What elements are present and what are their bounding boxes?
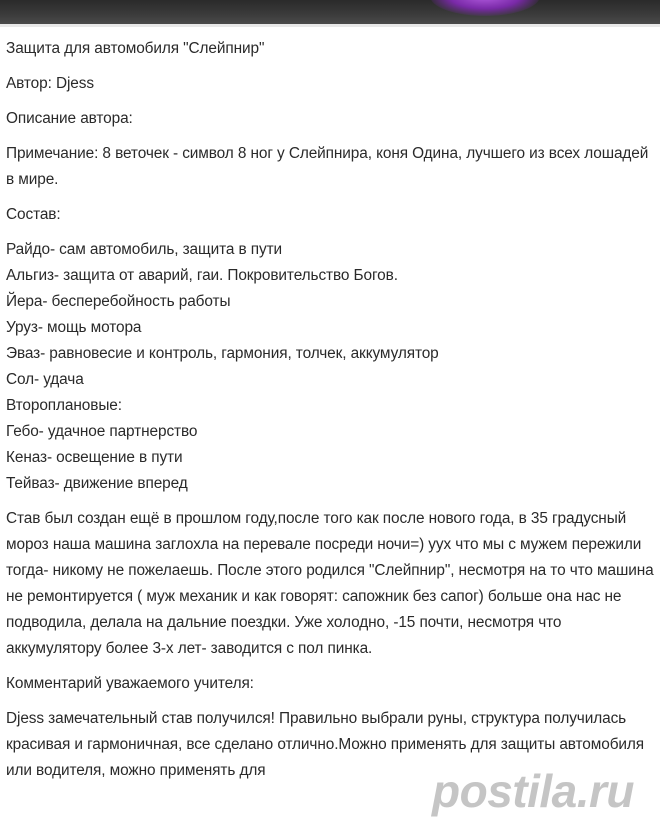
rune-item: Гебо- удачное партнерство	[6, 423, 198, 440]
teacher-comment-label: Комментарий уважаемого учителя:	[6, 675, 254, 692]
secondary-runes-label: Второплановые:	[6, 397, 122, 414]
banner-divider	[0, 24, 660, 27]
rune-item: Эваз- равновесие и контроль, гармония, толчек, аккумулятор	[6, 345, 439, 362]
composition-label: Состав:	[6, 206, 61, 223]
banner-glow	[430, 0, 540, 16]
rune-item: Сол- удача	[6, 371, 84, 388]
document-title: Защита для автомобиля "Слейпнир"	[6, 40, 265, 57]
note-paragraph: Примечание: 8 веточек - символ 8 ног у Слейпнира, коня Одина, лучшего из всех лошадей в мире.	[6, 145, 649, 188]
rune-item: Кеназ- освещение в пути	[6, 449, 183, 466]
document-body	[6, 36, 656, 784]
rune-item: Йера- бесперебойность работы	[6, 293, 231, 310]
rune-item: Райдо- сам автомобиль, защита в пути	[6, 241, 283, 258]
teacher-comment: Djess замечательный став получился! Правильно выбрали руны, структура получилась красивая и гармоничная, все сделано отлично.Можно применять для защиты автомобиля или водителя, можно применять для	[6, 710, 645, 779]
watermark-logo: postila.ru	[432, 765, 635, 817]
author-line: Автор: Djess	[6, 75, 94, 92]
story-paragraph: Став был создан ещё в прошлом году,после того как после нового года, в 35 градусный мороз наша машина заглохла на перевале посреди ночи=) уух что мы с мужем пережили тогда- никому не пожелаешь. После этого родился "Слейпнир", несмотря на то что машина не ремонтируется ( муж механик и как говорят: сапожник без сапог) больше она нас не подводила, делала на дальние поездки. Уже холодно, -15 почти, несмотря что аккумулятору более 3-х лет- заводится с пол пинка.	[6, 510, 654, 657]
rune-item: Уруз- мощь мотора	[6, 319, 142, 336]
rune-list	[6, 237, 656, 497]
rune-item: Тейваз- движение вперед	[6, 475, 188, 492]
author-description-label: Описание автора:	[6, 110, 133, 127]
top-banner	[0, 0, 660, 24]
rune-item: Альгиз- защита от аварий, гаи. Покровительство Богов.	[6, 267, 398, 284]
